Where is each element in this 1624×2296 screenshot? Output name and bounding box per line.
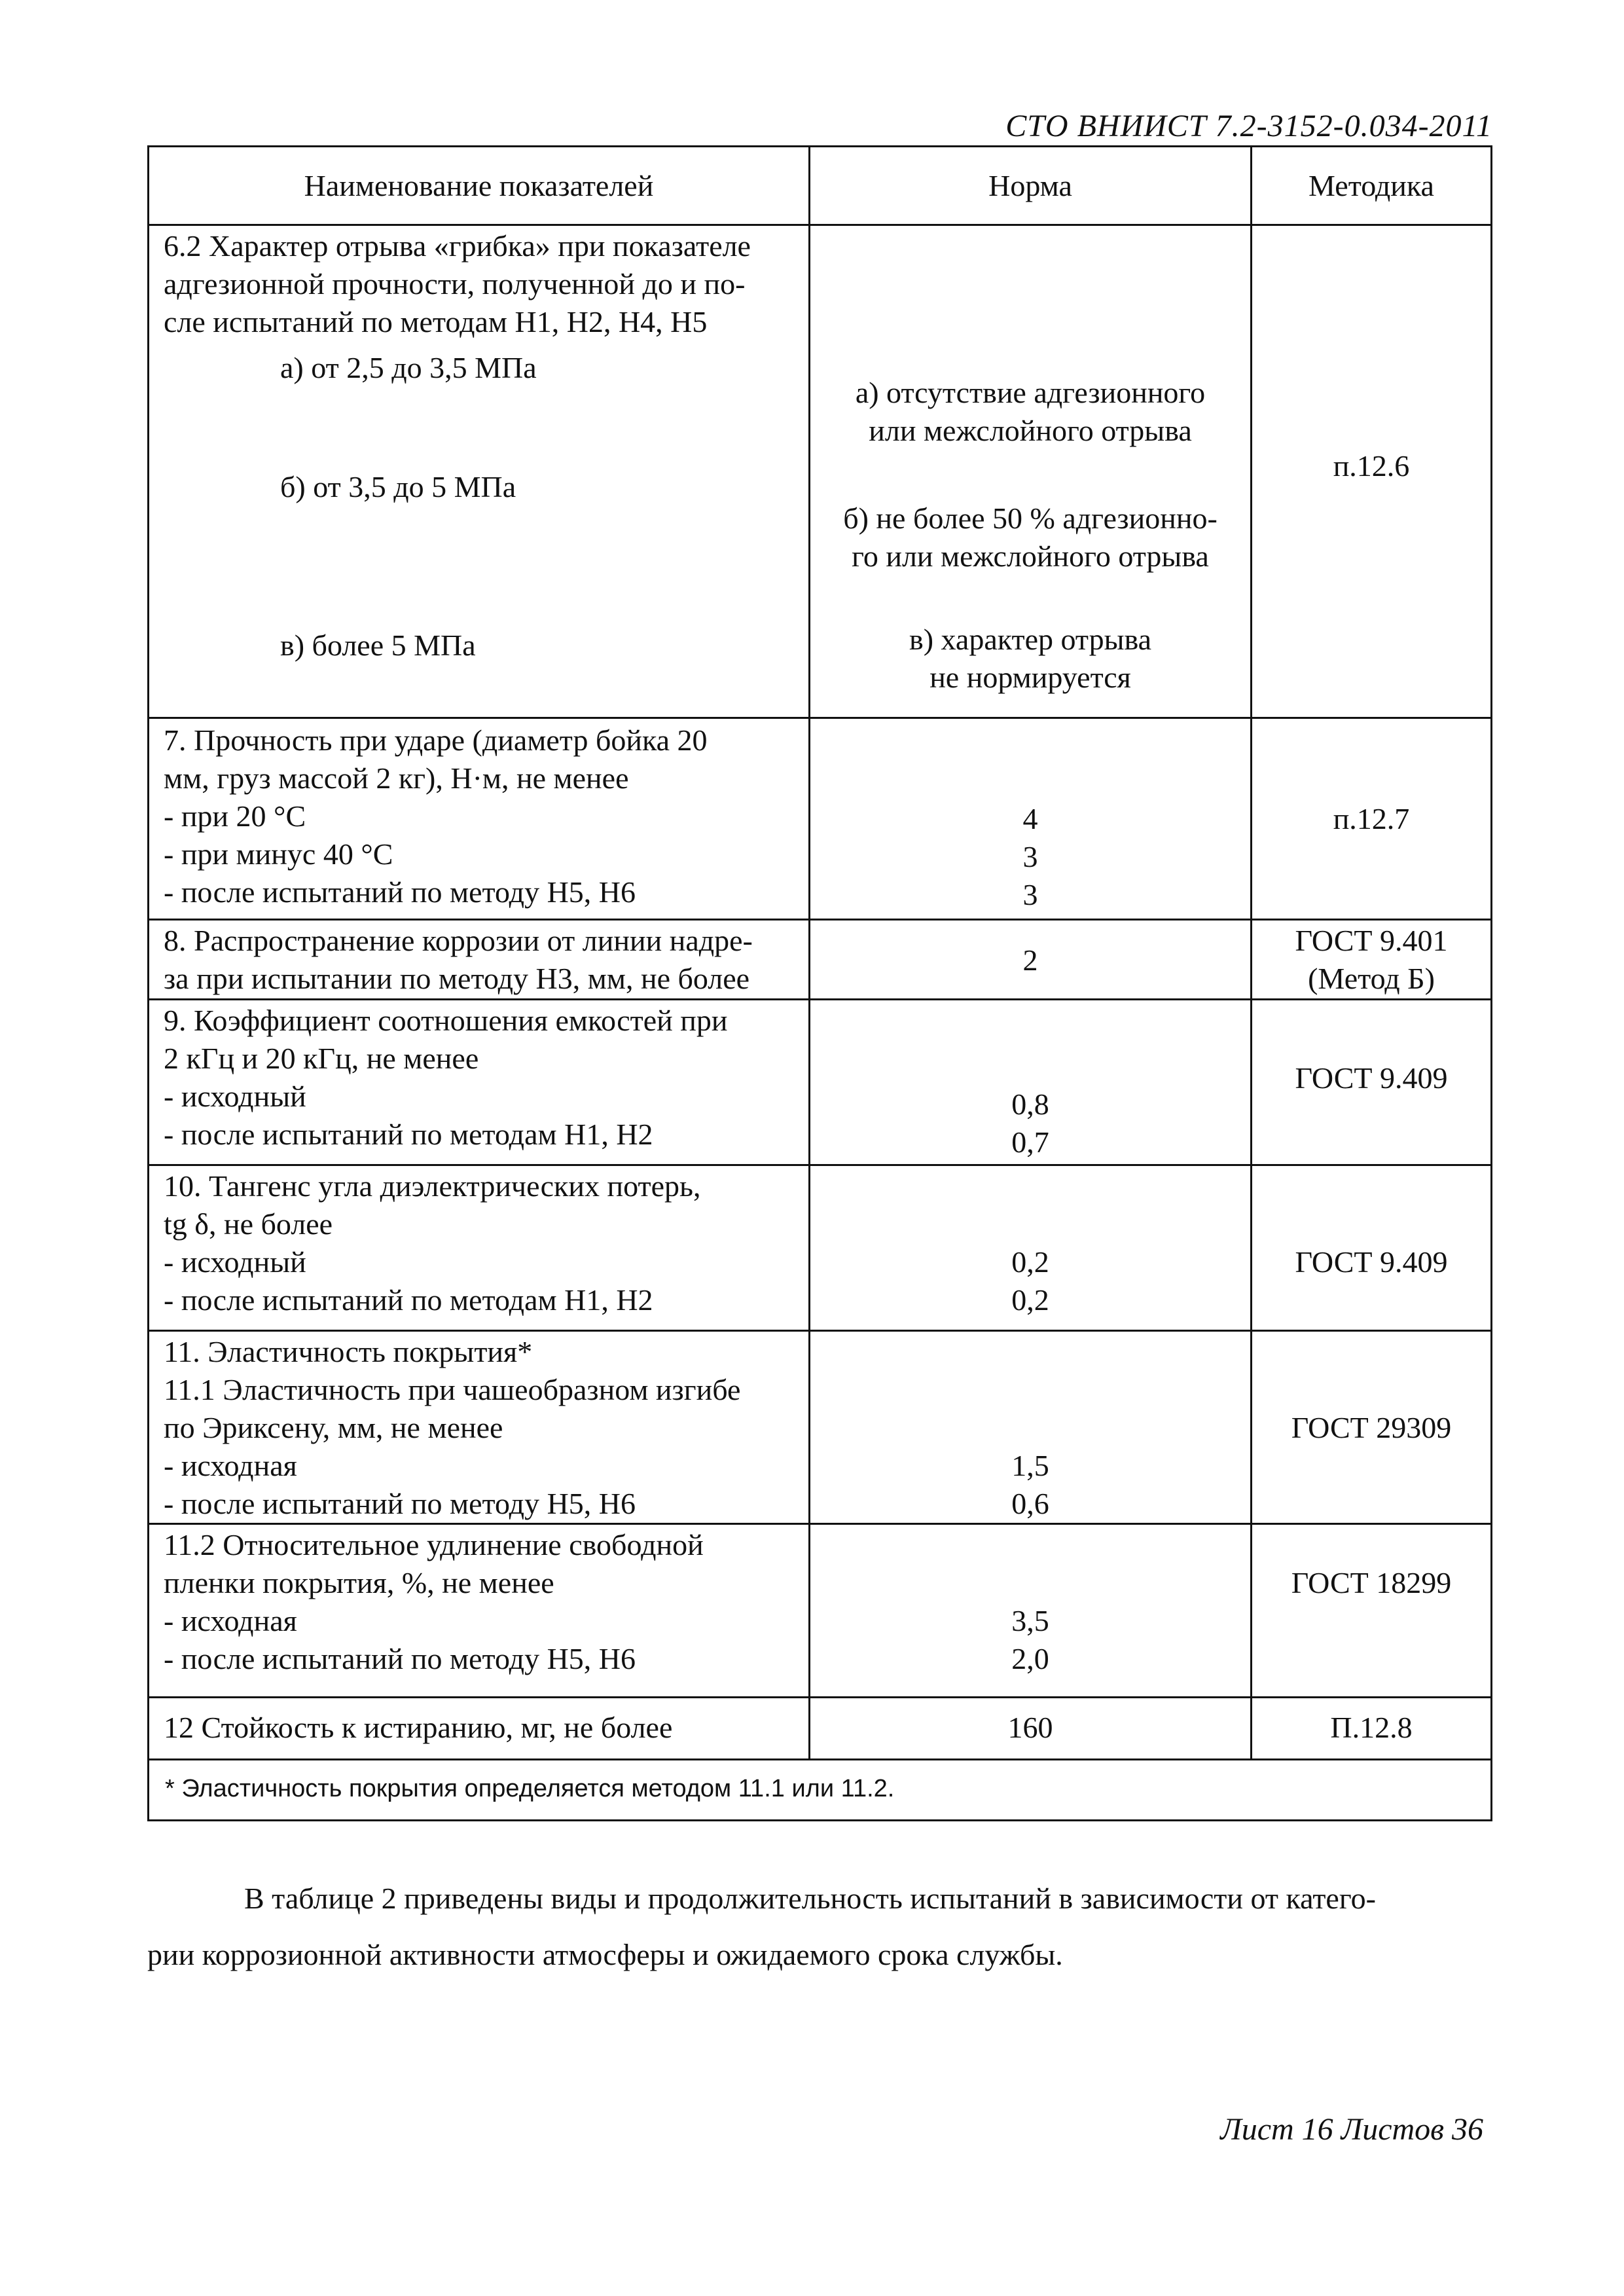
row-11-1-norm-value: 1,5 — [1011, 1449, 1049, 1482]
table-footnote-row — [149, 1760, 1492, 1821]
row-10-method-cell — [1252, 1165, 1492, 1331]
row-11-2-name-cell — [149, 1524, 810, 1698]
row-12-name-cell — [149, 1698, 810, 1760]
page-number: Лист 16 Листов 36 — [1220, 2112, 1483, 2147]
column-header-name: Наименование показателей — [149, 147, 810, 225]
row-8-norm-cell — [810, 920, 1252, 1000]
table-row — [149, 920, 1492, 1000]
row-6-2-name-cell — [149, 225, 810, 718]
table-footnote: * Эластичность покрытия определяется методом 11.1 или 11.2. — [149, 1760, 1492, 1821]
row-11-2-name-line: 11.2 Относительное удлинение свободной — [164, 1528, 704, 1561]
row-11-1-name-line: - после испытаний по методу Н5, Н6 — [164, 1487, 636, 1520]
row-6-2-norm-b-line: б) не более 50 % адгезионно- — [843, 501, 1218, 535]
row-11-1-method-cell — [1252, 1331, 1492, 1524]
row-11-2-method: ГОСТ 18299 — [1291, 1566, 1452, 1599]
table-header-row — [149, 147, 1492, 225]
row-11-2-method-cell — [1252, 1524, 1492, 1698]
row-12-method-cell — [1252, 1698, 1492, 1760]
row-10-method: ГОСТ 9.409 — [1295, 1245, 1448, 1279]
row-10-name-cell — [149, 1165, 810, 1331]
row-11-1-name-cell — [149, 1331, 810, 1524]
table-row — [149, 1331, 1492, 1524]
body-paragraph-line: В таблице 2 приведены виды и продолжительность испытаний в зависимости от катего- — [244, 1882, 1376, 1915]
row-10-name-line: - исходный — [164, 1245, 306, 1279]
row-8-norm-value: 2 — [1022, 943, 1038, 977]
row-7-name-line: мм, груз массой 2 кг), Н·м, не менее — [164, 761, 629, 795]
row-9-norm-value: 0,7 — [1011, 1125, 1049, 1159]
row-11-2-name-line: пленки покрытия, %, не менее — [164, 1566, 554, 1599]
row-10-norm-value: 0,2 — [1011, 1283, 1049, 1317]
row-7-norm-value: 4 — [1022, 802, 1038, 835]
row-6-2-norm-c-line: не нормируется — [929, 661, 1131, 694]
table-row — [149, 225, 1492, 718]
row-11-2-norm-cell — [810, 1524, 1252, 1698]
column-header-norm: Норма — [810, 147, 1252, 225]
row-11-1-method: ГОСТ 29309 — [1291, 1411, 1452, 1444]
row-10-name-line: - после испытаний по методам Н1, Н2 — [164, 1283, 653, 1317]
row-7-name-cell — [149, 718, 810, 920]
row-6-2-method-cell — [1252, 225, 1492, 718]
row-11-1-name-line: 11. Эластичность покрытия* — [164, 1335, 533, 1368]
row-6-2-name-line: сле испытаний по методам Н1, Н2, Н4, Н5 — [164, 305, 708, 338]
row-9-name-line: - после испытаний по методам Н1, Н2 — [164, 1118, 653, 1151]
row-9-name-line: - исходный — [164, 1080, 306, 1113]
row-7-norm-value: 3 — [1022, 840, 1038, 873]
row-11-2-norm-value: 2,0 — [1011, 1642, 1049, 1675]
row-11-1-name-line: 11.1 Эластичность при чашеобразном изгибе — [164, 1373, 741, 1406]
body-paragraph-line: рии коррозионной активности атмосферы и ожидаемого срока службы. — [147, 1938, 1063, 1971]
row-6-2-option-c: в) более 5 МПа — [280, 629, 476, 662]
row-7-norm-cell — [810, 718, 1252, 920]
row-9-norm-cell — [810, 1000, 1252, 1165]
row-11-1-norm-cell — [810, 1331, 1252, 1524]
table-row — [149, 1000, 1492, 1165]
table-row — [149, 1524, 1492, 1698]
table-row — [149, 1698, 1492, 1760]
row-6-2-option-b: б) от 3,5 до 5 МПа — [280, 470, 516, 503]
row-10-name-line: tg δ, не более — [164, 1207, 333, 1241]
row-6-2-name-line: 6.2 Характер отрыва «грибка» при показателе — [164, 229, 751, 263]
row-6-2-norm-b-line: го или межслойного отрыва — [852, 539, 1209, 573]
row-9-name-line: 9. Коэффициент соотношения емкостей при — [164, 1004, 728, 1037]
row-9-method: ГОСТ 9.409 — [1295, 1061, 1448, 1095]
document-code: СТО ВНИИСТ 7.2-3152-0.034-2011 — [1005, 109, 1492, 143]
row-6-2-norm-a-line: или межслойного отрыва — [869, 414, 1192, 447]
table-row — [149, 718, 1492, 920]
row-8-method-cell — [1252, 920, 1492, 1000]
row-6-2-norm-c-line: в) характер отрыва — [909, 623, 1152, 656]
row-7-method: п.12.7 — [1333, 802, 1410, 835]
row-8-method-line: (Метод Б) — [1308, 962, 1435, 995]
row-7-name-line: - при минус 40 °С — [164, 837, 393, 871]
row-12-norm-value: 160 — [1007, 1711, 1053, 1744]
row-8-name-cell — [149, 920, 810, 1000]
row-11-1-name-line: - исходная — [164, 1449, 297, 1482]
requirements-table — [147, 145, 1492, 1821]
row-8-name-line: за при испытании по методу Н3, мм, не более — [164, 962, 750, 995]
row-11-2-name-line: - исходная — [164, 1604, 297, 1637]
row-7-norm-value: 3 — [1022, 878, 1038, 911]
row-10-name-line: 10. Тангенс угла диэлектрических потерь, — [164, 1169, 701, 1203]
table-row — [149, 1165, 1492, 1331]
row-12-norm-cell — [810, 1698, 1252, 1760]
row-11-1-norm-value: 0,6 — [1011, 1487, 1049, 1520]
row-10-norm-cell — [810, 1165, 1252, 1331]
row-12-method: П.12.8 — [1330, 1711, 1413, 1744]
row-7-name-line: - при 20 °С — [164, 799, 306, 833]
row-9-name-cell — [149, 1000, 810, 1165]
row-6-2-norm-cell — [810, 225, 1252, 718]
column-header-method: Методика — [1252, 147, 1492, 225]
row-11-2-norm-value: 3,5 — [1011, 1604, 1049, 1637]
row-8-name-line: 8. Распространение коррозии от линии надре- — [164, 924, 753, 957]
row-7-method-cell — [1252, 718, 1492, 920]
row-6-2-method: п.12.6 — [1333, 449, 1410, 483]
row-12-name: 12 Стойкость к истиранию, мг, не более — [164, 1711, 673, 1744]
row-9-name-line: 2 кГц и 20 кГц, не менее — [164, 1042, 479, 1075]
row-7-name-line: 7. Прочность при ударе (диаметр бойка 20 — [164, 723, 708, 757]
row-6-2-name-line: адгезионной прочности, полученной до и по- — [164, 267, 746, 301]
row-9-method-cell — [1252, 1000, 1492, 1165]
row-7-name-line: - после испытаний по методу Н5, Н6 — [164, 875, 636, 909]
row-6-2-option-a: а) от 2,5 до 3,5 МПа — [280, 351, 537, 384]
row-11-2-name-line: - после испытаний по методу Н5, Н6 — [164, 1642, 636, 1675]
row-11-1-name-line: по Эриксену, мм, не менее — [164, 1411, 503, 1444]
row-6-2-norm-a-line: а) отсутствие адгезионного — [855, 376, 1206, 409]
row-8-method-line: ГОСТ 9.401 — [1295, 924, 1448, 957]
row-9-norm-value: 0,8 — [1011, 1087, 1049, 1121]
row-10-norm-value: 0,2 — [1011, 1245, 1049, 1279]
